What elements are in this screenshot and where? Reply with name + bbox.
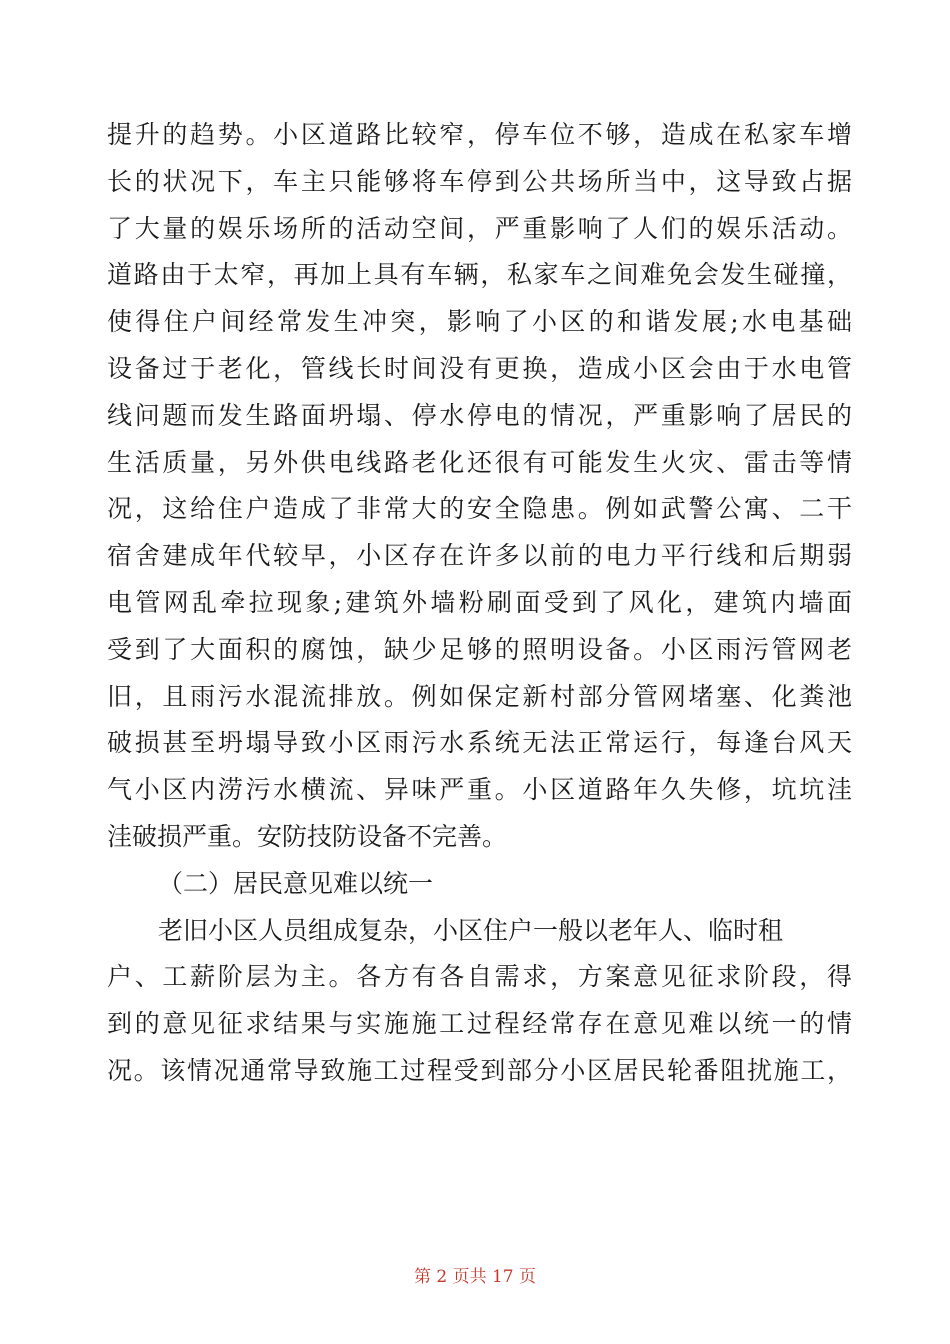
paragraph-line: 提升的趋势。小区道路比较窄，停车位不够，造成在私家车增 [107,120,852,149]
paragraph-line: 线问题而发生路面坍塌、停水停电的情况，严重影响了居民的 [107,400,852,430]
paragraph-line: 道路由于太窄，再加上具有车辆，私家车之间难免会发生碰撞， [107,260,852,290]
paragraph-line: 设备过于老化，管线长时间没有更换，造成小区会由于水电管 [107,353,852,383]
paragraph-line: 况。该情况通常导致施工过程受到部分小区居民轮番阻扰施工， [107,1055,852,1085]
paragraph-line: 户、工薪阶层为主。各方有各自需求，方案意见征求阶段，得 [107,962,852,992]
paragraph-line: 宿舍建成年代较早，小区存在许多以前的电力平行线和后期弱 [107,541,852,571]
paragraph-line: 旧，且雨污水混流排放。例如保定新村部分管网堵塞、化粪池 [107,681,852,711]
paragraph-line: 长的状况下，车主只能够将车停到公共场所当中，这导致占据 [107,166,852,196]
paragraph-line: 破损甚至坍塌导致小区雨污水系统无法正常运行，每逢台风天 [107,728,852,758]
paragraph-line: 受到了大面积的腐蚀，缺少足够的照明设备。小区雨污管网老 [107,634,852,664]
paragraph-line: 了大量的娱乐场所的活动空间，严重影响了人们的娱乐活动。 [107,213,852,243]
paragraph-line: 老旧小区人员组成复杂，小区住户一般以老年人、临时租 [158,915,784,945]
paragraph-line: 电管网乱牵拉现象;建筑外墙粉刷面受到了风化，建筑内墙面 [107,587,852,617]
paragraph-line: 气小区内涝污水横流、异味严重。小区道路年久失修，坑坑洼 [107,775,852,805]
section-heading: （二）居民意见难以统一 [158,868,434,898]
paragraph-line: 使得住户间经常发生冲突，影响了小区的和谐发展;水电基础 [107,307,852,337]
body-text [107,112,852,1095]
page-number-footer: 第 2 页共 17 页 [413,1267,537,1287]
paragraph-line: 生活质量，另外供电线路老化还很有可能发生火灾、雷击等情 [107,447,852,477]
paragraph-line: 况，这给住户造成了非常大的安全隐患。例如武警公寓、二干 [107,494,852,524]
paragraph-line: 到的意见征求结果与实施施工过程经常存在意见难以统一的情 [107,1009,852,1039]
paragraph-line: 洼破损严重。安防技防设备不完善。 [107,821,508,851]
